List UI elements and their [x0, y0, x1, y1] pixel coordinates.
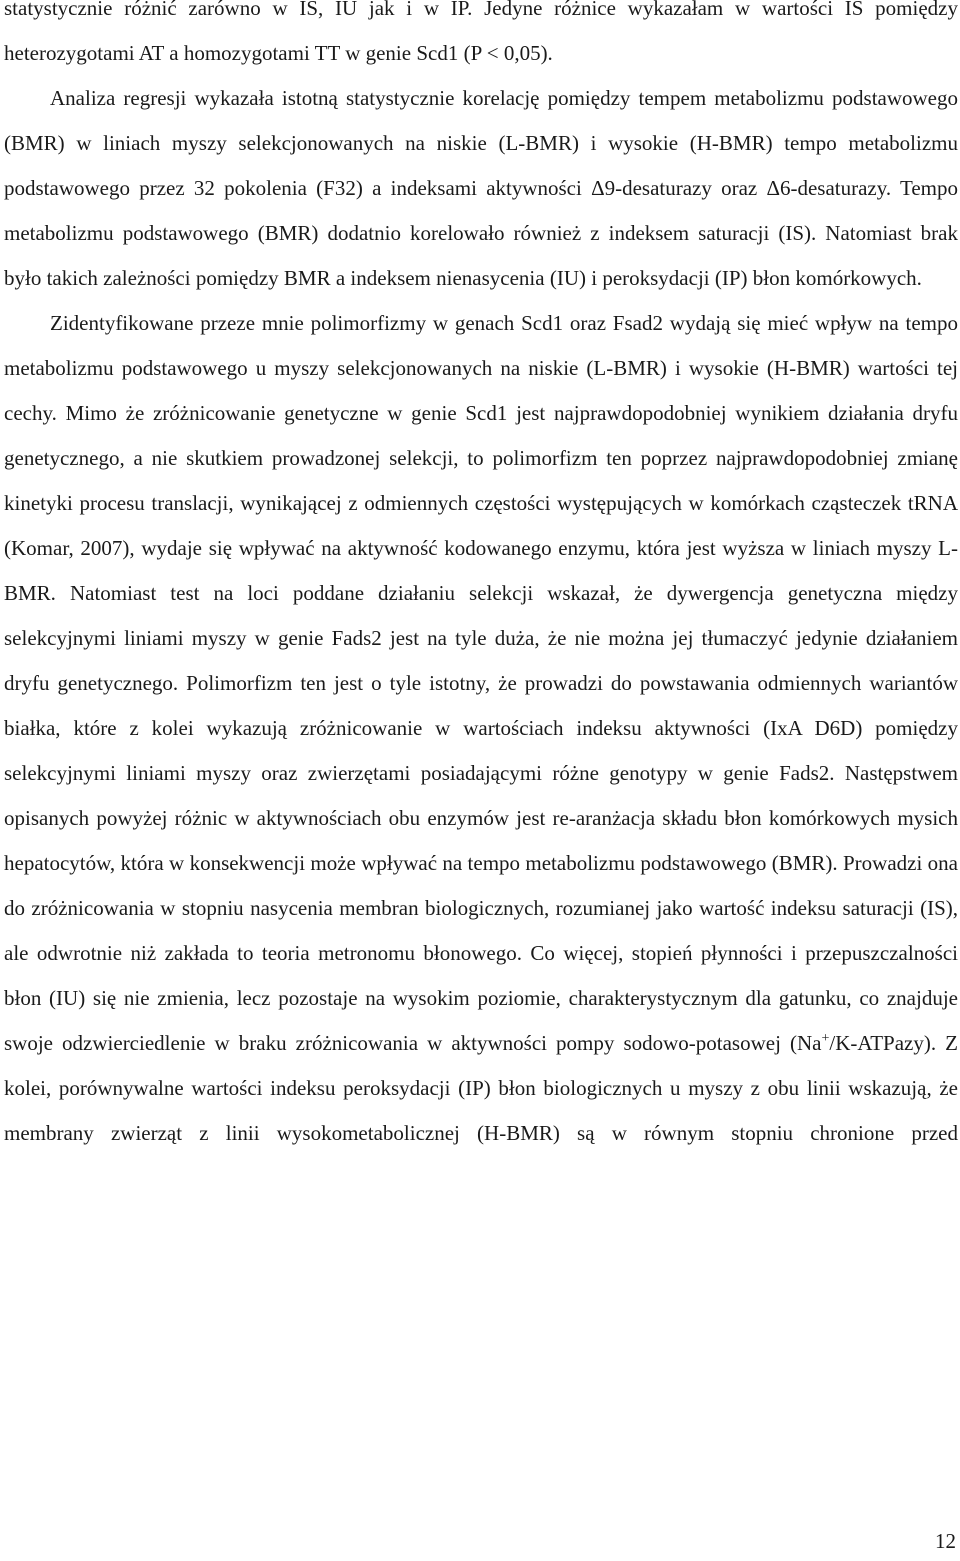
paragraph-polymorphisms-text-b: /K-ATPazy). Z kolei, porównywalne wartości indeksu peroksydacji (IP) błon biologicznych u myszy z obu linii wskazują, że membrany zwierząt z linii wysokometabolicznej (H-BMR) są w równym stopniu chronione przed — [4, 1031, 958, 1145]
paragraph-continuation: statystycznie różnić zarówno w IS, IU jak i w IP. Jedyne różnice wykazałam w wartości IS pomiędzy heterozygotami AT a homozygotami TT w genie Scd1 (P < 0,05). — [4, 0, 958, 65]
document-body — [4, 0, 958, 1156]
paragraph-polymorphisms — [4, 301, 958, 1156]
page-number: 12 — [935, 1529, 956, 1553]
paragraph-polymorphisms-text-a: Zidentyfikowane przeze mnie polimorfizmy w genach Scd1 oraz Fsad2 wydają się mieć wpływ na tempo metabolizmu podstawowego u myszy selekcjonowanych na niskie (L-BMR) i wysokie (H-BMR) wartości tej cechy. Mimo że zróżnicowanie genetyczne w genie Scd1 jest najprawdopodobniej wynikiem działania dryfu genetycznego, a nie skutkiem prowadzonej selekcji, to polimorfizm ten poprzez najprawdopodobniej zmianę kinetyki procesu translacji, wynikającej z odmiennych częstości występujących w komórkach cząsteczek tRNA (Komar, 2007), wydaje się wpływać na aktywność kodowanego enzymu, która jest wyższa w liniach myszy L-BMR. Natomiast test na loci poddane działaniu selekcji wskazał, że dywergencja genetyczna między selekcyjnymi liniami myszy w genie Fads2 jest na tyle duża, że nie można jej tłumaczyć jedynie działaniem dryfu genetycznego. Polimorfizm ten jest o tyle istotny, że prowadzi do powstawania odmiennych wariantów białka, które z kolei wykazują zróżnicowanie w wartościach indeksu aktywności (IxA D6D) pomiędzy selekcyjnymi liniami myszy oraz zwierzętami posiadającymi różne genotypy w genie Fads2. Następstwem opisanych powyżej różnic w aktywnościach obu enzymów jest re-aranżacja składu błon komórkowych mysich hepatocytów, która w konsekwencji może wpływać na tempo metabolizmu podstawowego (BMR). Prowadzi ona do zróżnicowania w stopniu nasycenia membran biologicznych, rozumianej jako wartość indeksu saturacji (IS), ale odwrotnie niż zakłada to teoria metronomu błonowego. Co więcej, stopień płynności i przepuszczalności błon (IU) się nie zmienia, lecz pozostaje na wysokim poziomie, charakterystycznym dla gatunku, co znajduje swoje odzwierciedlenie w braku zróżnicowania w aktywności pompy sodowo-potasowej (Na — [4, 311, 958, 1055]
paragraph-regression-analysis: Analiza regresji wykazała istotną statystycznie korelację pomiędzy tempem metabolizmu podstawowego (BMR) w liniach myszy selekcjonowanych na niskie (L-BMR) i wysokie (H-BMR) tempo metabolizmu podstawowego przez 32 pokolenia (F32) a indeksami aktywności Δ9-desaturazy oraz Δ6-desaturazy. Tempo metabolizmu podstawowego (BMR) dodatnio korelowało również z indeksem saturacji (IS). Natomiast brak było takich zależności pomiędzy BMR a indeksem nienasycenia (IU) i peroksydacji (IP) błon komórkowych. — [4, 86, 958, 290]
superscript-plus: + — [821, 1031, 830, 1046]
